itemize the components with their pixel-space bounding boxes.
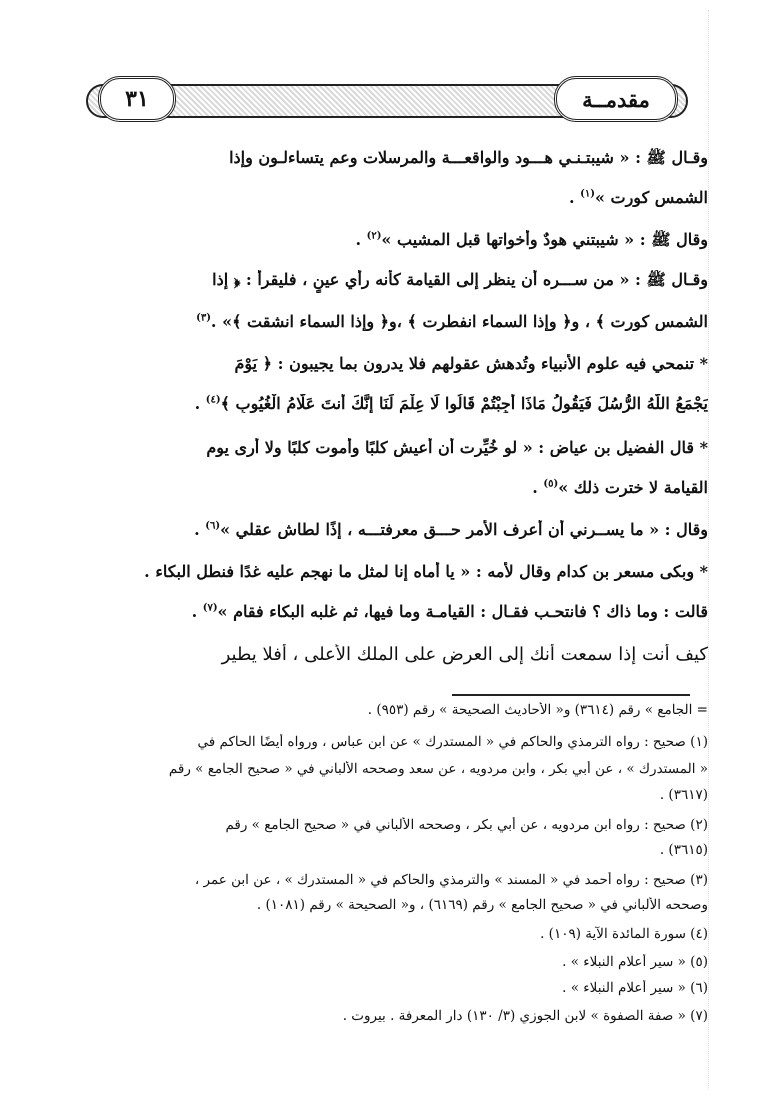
footnote-line: (٦) « سير أعلام النبلاء » .	[562, 980, 708, 996]
footnote-line: (٢) صحيح : رواه ابن مردويه ، عن أبي بكر ، وصححه الألباني في « صحيح الجامع » رقم	[225, 817, 708, 833]
text-line: يَجْمَعُ اللَّهُ الرُّسُلَ فَيَقُولُ مَاذَا أُجِبْتُمْ قَالُوا لَا عِلْمَ لَنَا إِنَّكَ أَنتَ عَلَّامُ الْغُيُوبِ ﴾$^{(٤)}$ .	[194, 394, 708, 413]
text-line: الشمس كورت »$^{(١)}$ .	[568, 188, 708, 207]
footnote-line: (٣٦١٥) .	[659, 842, 708, 858]
text-line: القيامة لا خترت ذلك »$^{(٥)}$ .	[532, 478, 708, 497]
footnote-ref: (٦)	[205, 520, 221, 532]
footnote-ref: (٧)	[202, 602, 218, 614]
page-number: ٣١	[98, 76, 176, 122]
footnote-line: (٧) « صفة الصفوة » لابن الجوزي (٣/ ١٣٠) دار المعرفة . بيروت .	[342, 1008, 708, 1024]
text-line: كيف أنت إذا سمعت أنك إلى العرض على الملك الأعلى ، أفلا يطير	[221, 644, 708, 665]
scan-edge-line	[708, 10, 709, 1090]
text-line: وقال ﷺ : « شيبتني هودٌ وأخواتها قبل المشيب »$^{(٢)}$ .	[355, 230, 708, 249]
section-title: مقدمــة	[554, 76, 678, 122]
text-line: * وبكى مسعر بن كدام وقال لأمه : « يا أماه إنا لمثل ما نهجم عليه غدًا فنطل البكاء .	[144, 562, 708, 581]
footnote-ref: (٣)	[196, 312, 211, 324]
footnote-line: (٣) صحيح : رواه أحمد في « المسند » والترمذي والحاكم في « المستدرك » ، عن ابن عمر ،	[194, 872, 708, 888]
footnote-separator	[452, 694, 690, 696]
text-line: وقـال ﷺ : « شيبتـنـي هـــود والواقعـــة والمرسلات وعم يتساءلـون وإذا	[229, 148, 708, 167]
footnote-line: (١) صحيح : رواه الترمذي والحاكم في « المستدرك » عن ابن عباس ، ورواه أيضًا الحاكم في	[197, 734, 708, 750]
text-line: * قال الفضيل بن عياض : « لو خُيِّرت أن أعيش كلبًا وأموت كلبًا ولا أرى يوم	[206, 438, 708, 457]
text-line: الشمس كورت ﴾ ، و﴿ وإذا السماء انفطرت ﴾ ،و﴿ وإذا السماء انشقت ﴾» .$^{(٣)}$	[196, 312, 708, 331]
text-line: * تنمحي فيه علوم الأنبياء وتُدهش عقولهم فلا يدرون بما يجيبون : ﴿ يَوْمَ	[234, 354, 708, 373]
footnote-ref: (٥)	[543, 478, 559, 490]
footnote-ref: (٤)	[205, 394, 221, 406]
text-line: وقال : « ما يســرني أن أعرف الأمر حـــق معرفتـــه ، إذًا لطاش عقلي »$^{(٦)}$ .	[194, 520, 708, 539]
text-line: وقـال ﷺ : « من ســـره أن ينظر إلى القيامة كأنه رأي عينٍ ، فليقرأ : ﴿ إذا	[212, 270, 708, 289]
page-header	[86, 76, 688, 126]
footnote-line: « المستدرك » ، عن أبي بكر ، وابن مردويه ، عن سعد وصححه الألباني في « صحيح الجامع » رقم	[168, 761, 708, 777]
footnote-line: (٣٦١٧) .	[659, 787, 708, 803]
text-line: قالت : وما ذاك ؟ فانتحـب فقـال : القيامـة وما فيها، ثم غلبه البكاء فقام »$^{(٧)}$ .	[191, 602, 708, 621]
footnote-line: وصححه الألباني في « صحيح الجامع » رقم (٦١٦٩) ، و« الصحيحة » رقم (١٠٨١) .	[256, 897, 708, 913]
footnote-ref: (١)	[580, 188, 595, 200]
footnote-line: (٤) سورة المائدة الآية (١٠٩) .	[540, 926, 708, 942]
footnote-ref: (٢)	[366, 230, 382, 242]
footnote-line: (٥) « سير أعلام النبلاء » .	[562, 954, 708, 970]
footnote-line: = الجامع » رقم (٣٦١٤) و« الأحاديث الصحيحة » رقم (٩٥٣) .	[367, 702, 708, 718]
